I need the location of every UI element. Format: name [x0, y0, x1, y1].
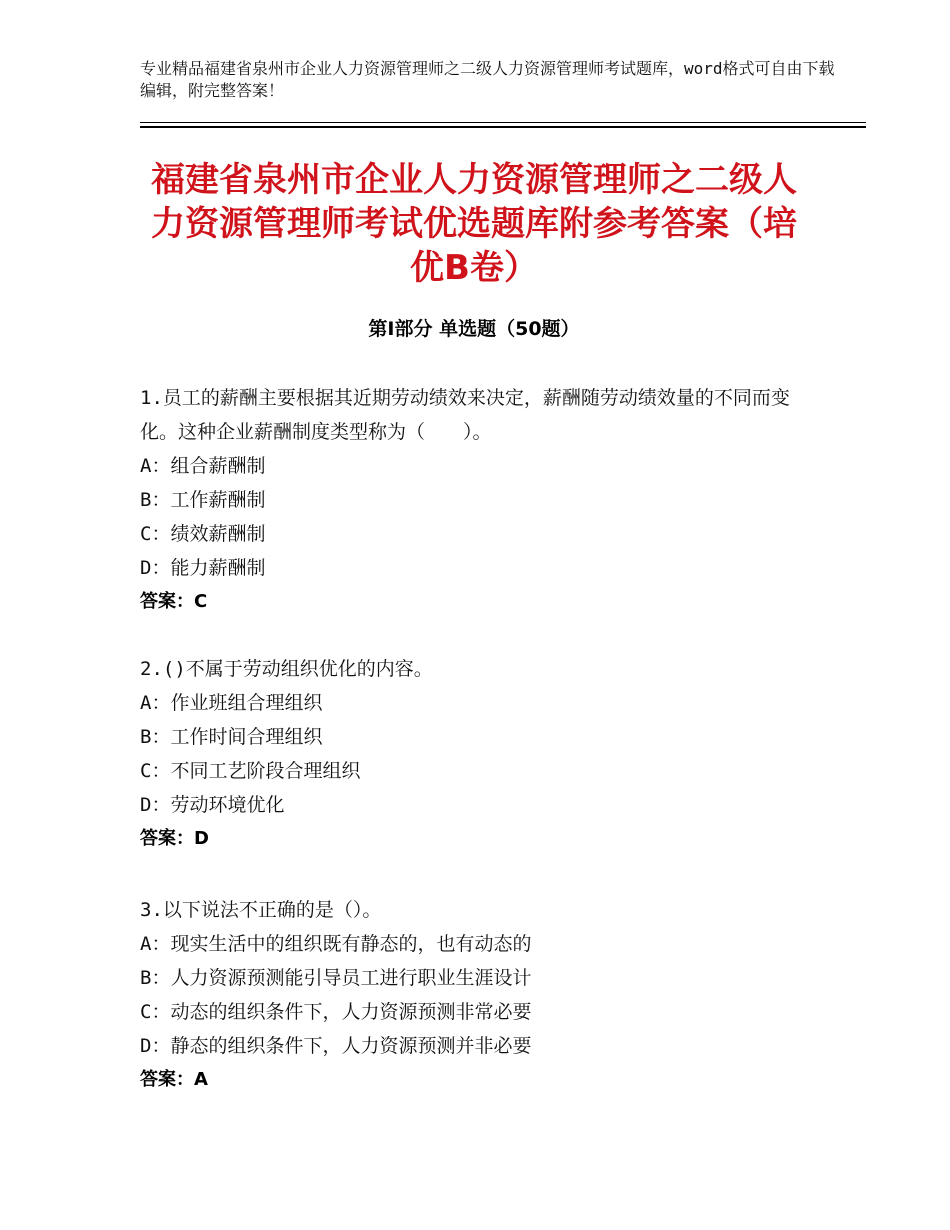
option-d: D：能力薪酬制 — [140, 557, 266, 579]
question-stem: 2.()不属于劳动组织优化的内容。 — [140, 658, 433, 680]
option-a: A：现实生活中的组织既有静态的，也有动态的 — [140, 933, 532, 955]
option-a: A：作业班组合理组织 — [140, 692, 323, 714]
answer: 答案：A — [140, 1069, 208, 1090]
option-b: B：工作薪酬制 — [140, 489, 266, 511]
answer: 答案：C — [140, 591, 208, 612]
question-1 — [140, 381, 820, 619]
option-c: C：绩效薪酬制 — [140, 523, 266, 545]
option-d: D：劳动环境优化 — [140, 794, 285, 816]
header-divider-thin — [140, 122, 866, 123]
question-stem: 3.以下说法不正确的是（）。 — [140, 899, 382, 921]
option-c: C：动态的组织条件下，人力资源预测非常必要 — [140, 1001, 532, 1023]
document-title: 福建省泉州市企业人力资源管理师之二级人力资源管理师考试优选题库附参考答案（培优B卷） — [151, 160, 797, 288]
question-stem: 1.员工的薪酬主要根据其近期劳动绩效来决定，薪酬随劳动绩效量的不同而变化。这种企业薪酬制度类型称为（ ）。 — [140, 387, 790, 443]
question-3 — [140, 893, 820, 1097]
option-a: A：组合薪酬制 — [140, 455, 266, 477]
section-title: 第Ⅰ部分 单选题（50题） — [368, 318, 580, 340]
question-2 — [140, 652, 820, 856]
header-note: 专业精品福建省泉州市企业人力资源管理师之二级人力资源管理师考试题库，word格式可自由下载编辑，附完整答案！ — [140, 59, 835, 100]
option-b: B：工作时间合理组织 — [140, 726, 323, 748]
option-d: D：静态的组织条件下，人力资源预测并非必要 — [140, 1035, 532, 1057]
header-divider-thick — [140, 126, 866, 128]
answer: 答案：D — [140, 828, 209, 849]
option-b: B：人力资源预测能引导员工进行职业生涯设计 — [140, 967, 532, 989]
option-c: C：不同工艺阶段合理组织 — [140, 760, 361, 782]
